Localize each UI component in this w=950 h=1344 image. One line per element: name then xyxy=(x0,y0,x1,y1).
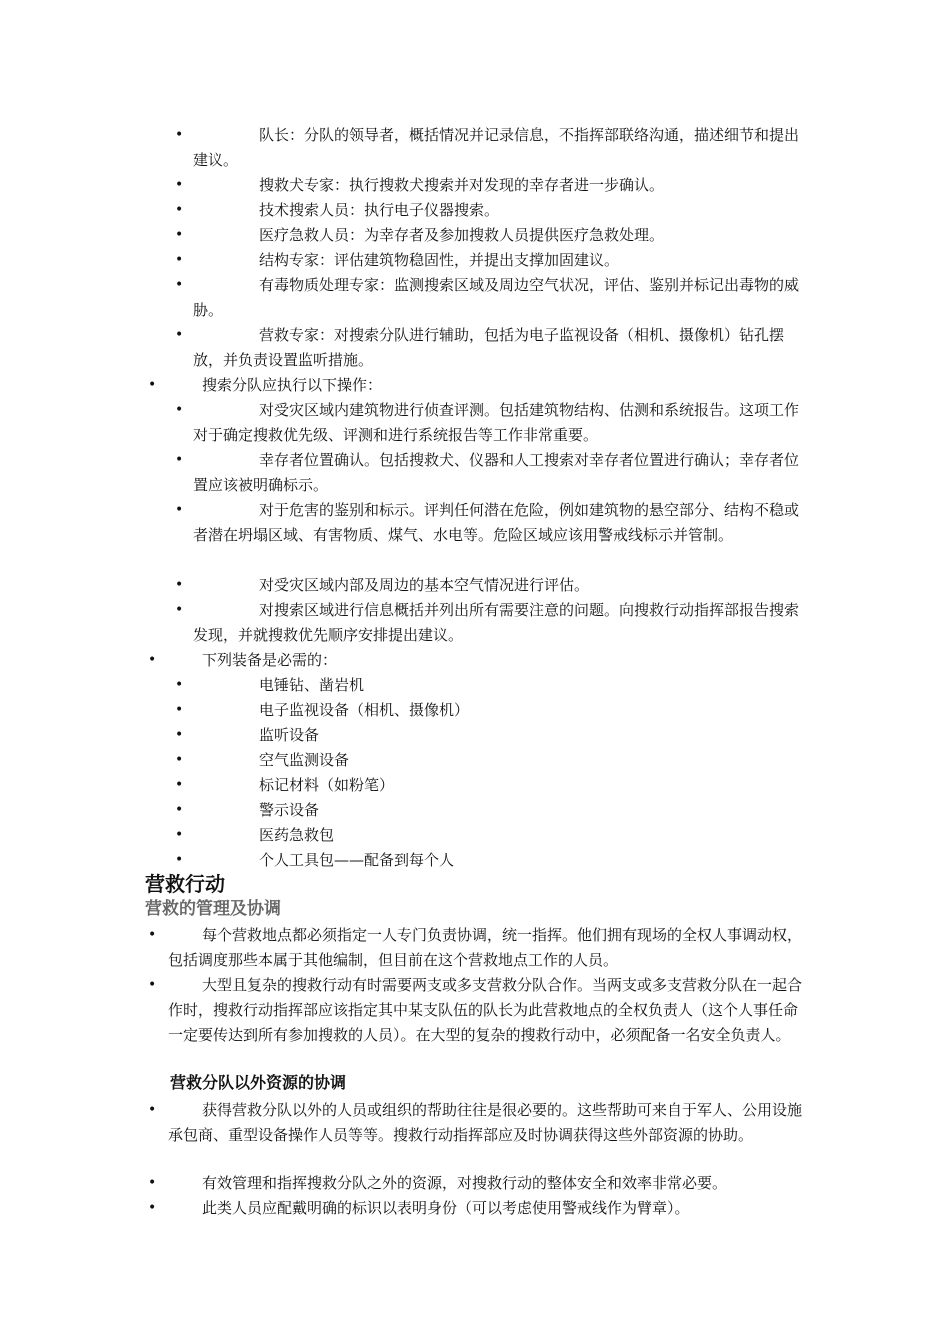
equipment-item: 监听设备 xyxy=(259,726,320,744)
management-paragraph: 大型且复杂的搜救行动有时需要两支或多支营救分队合作。当两支或多支营救分队在一起合作时，搜救行动指挥部应该指定其中某支队伍的队长为此营救地点的全权负责人（这个人事任命一定要传达到所有参加搜救的人员）。在大型的复杂的搜救行动中，必须配备一名安全负责人。 xyxy=(168,976,803,1044)
bullet-icon: • xyxy=(175,452,184,468)
external-paragraph: 此类人员应配戴明确的标识以表明身份（可以考虑使用警戒线作为臂章）。 xyxy=(202,1199,690,1217)
bullet-icon: • xyxy=(175,327,184,343)
bullet-icon: • xyxy=(175,777,184,793)
bullet-icon: • xyxy=(148,652,157,668)
role-item: 医疗急救人员：为幸存者及参加搜救人员提供医疗急救处理。 xyxy=(259,226,665,244)
external-paragraph: 有效管理和指挥搜救分队之外的资源，对搜救行动的整体安全和效率非常必要。 xyxy=(202,1174,728,1192)
bullet-icon: • xyxy=(175,602,184,618)
operations-heading: 搜索分队应执行以下操作： xyxy=(202,376,383,394)
bullet-icon: • xyxy=(175,727,184,743)
bullet-icon: • xyxy=(175,252,184,268)
bullet-icon: • xyxy=(175,827,184,843)
equipment-heading: 下列装备是必需的： xyxy=(202,651,338,669)
bullet-icon: • xyxy=(175,577,184,593)
bullet-icon: • xyxy=(148,377,157,393)
bullet-icon: • xyxy=(175,177,184,193)
bullet-icon: • xyxy=(175,702,184,718)
section-title: 营救行动 xyxy=(145,872,225,896)
bullet-icon: • xyxy=(148,1175,157,1191)
equipment-item: 警示设备 xyxy=(259,801,320,819)
bullet-icon: • xyxy=(175,402,184,418)
bullet-icon: • xyxy=(175,202,184,218)
bullet-icon: • xyxy=(175,677,184,693)
role-item: 技术搜索人员：执行电子仪器搜索。 xyxy=(259,201,500,219)
role-item: 结构专家：评估建筑物稳固性，并提出支撑加固建议。 xyxy=(259,251,620,269)
role-item: 搜救犬专家：执行搜救犬搜索并对发现的幸存者进一步确认。 xyxy=(259,176,665,194)
equipment-item: 个人工具包——配备到每个人 xyxy=(259,851,455,869)
bullet-icon: • xyxy=(148,927,157,943)
subsection-title: 营救的管理及协调 xyxy=(145,899,281,919)
operation-item: 幸存者位置确认。包括搜救犬、仪器和人工搜索对幸存者位置进行确认；幸存者位置应该被明确标示。 xyxy=(193,451,800,494)
operation-item: 对于危害的鉴别和标示。评判任何潜在危险，例如建筑物的悬空部分、结构不稳或者潜在坍塌区域、有害物质、煤气、水电等。危险区域应该用警戒线标示并管制。 xyxy=(193,501,800,544)
bullet-icon: • xyxy=(175,502,184,518)
bullet-icon: • xyxy=(175,852,184,868)
equipment-item: 医药急救包 xyxy=(259,826,335,844)
bullet-icon: • xyxy=(175,127,184,143)
equipment-item: 电子监视设备（相机、摄像机） xyxy=(259,701,470,719)
role-item: 营救专家：对搜索分队进行辅助，包括为电子监视设备（相机、摄像机）钻孔摆放，并负责设置监听措施。 xyxy=(193,326,785,369)
external-resources-title: 营救分队以外资源的协调 xyxy=(170,1073,347,1092)
role-item: 有毒物质处理专家：监测搜索区域及周边空气状况，评估、鉴别并标记出毒物的威胁。 xyxy=(193,276,800,319)
equipment-item: 标记材料（如粉笔） xyxy=(259,776,395,794)
operation-item: 对搜索区域进行信息概括并列出所有需要注意的问题。向搜救行动指挥部报告搜索发现，并就搜救优先顺序安排提出建议。 xyxy=(193,601,800,644)
equipment-item: 空气监测设备 xyxy=(259,751,350,769)
bullet-icon: • xyxy=(175,277,184,293)
operation-item: 对受灾区域内部及周边的基本空气情况进行评估。 xyxy=(259,576,590,594)
role-item: 队长：分队的领导者，概括情况并记录信息，不指挥部联络沟通，描述细节和提出建议。 xyxy=(193,126,800,169)
bullet-icon: • xyxy=(148,1200,157,1216)
bullet-icon: • xyxy=(175,752,184,768)
equipment-item: 电锤钻、凿岩机 xyxy=(259,676,365,694)
bullet-icon: • xyxy=(148,977,157,993)
management-paragraph: 每个营救地点都必须指定一人专门负责协调，统一指挥。他们拥有现场的全权人事调动权，包括调度那些本属于其他编制，但目前在这个营救地点工作的人员。 xyxy=(168,926,803,969)
bullet-icon: • xyxy=(175,802,184,818)
external-paragraph: 获得营救分队以外的人员或组织的帮助往往是很必要的。这些帮助可来自于军人、公用设施承包商、重型设备操作人员等等。搜救行动指挥部应及时协调获得这些外部资源的协助。 xyxy=(168,1101,803,1144)
bullet-icon: • xyxy=(148,1102,157,1118)
bullet-icon: • xyxy=(175,227,184,243)
operation-item: 对受灾区域内建筑物进行侦查评测。包括建筑物结构、估测和系统报告。这项工作对于确定搜救优先级、评测和进行系统报告等工作非常重要。 xyxy=(193,401,800,444)
